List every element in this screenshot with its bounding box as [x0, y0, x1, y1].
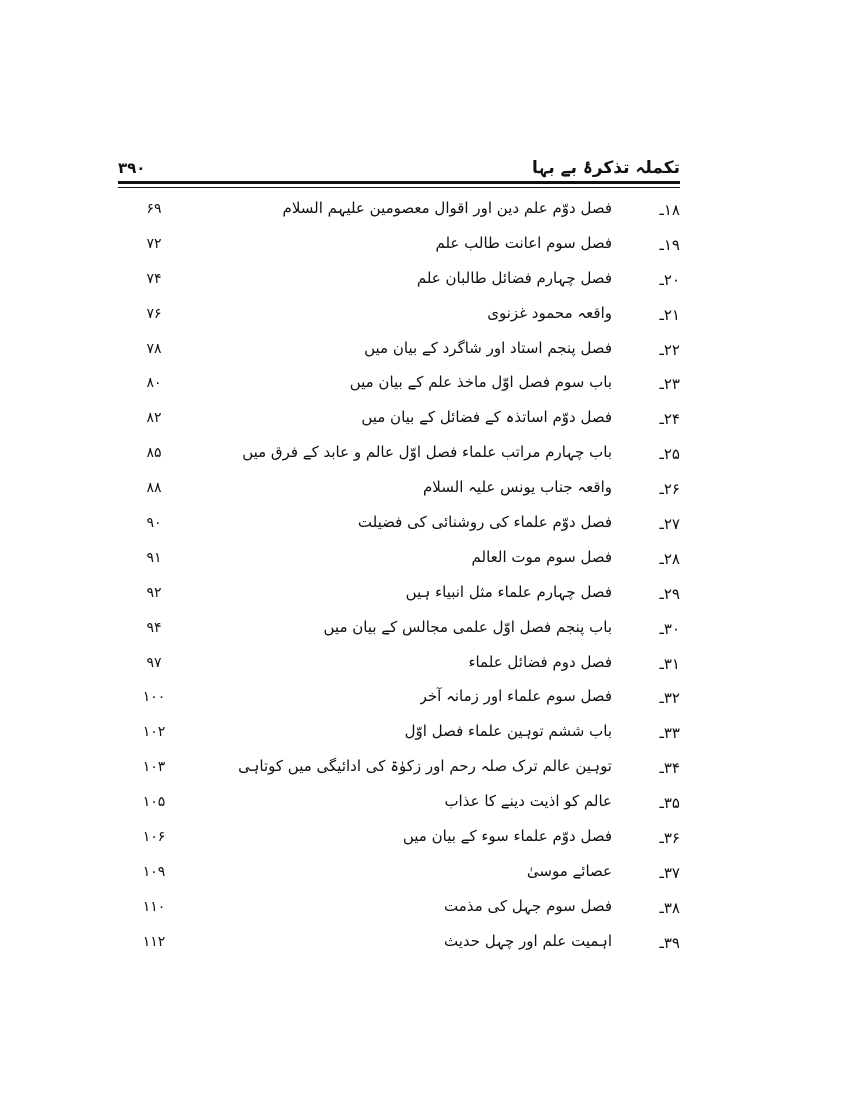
entry-title: فصل پنجم استاد اور شاگرد کے بیان میں [364, 338, 612, 357]
entry-title: عالم کو اذیت دینے کا عذاب [444, 792, 612, 811]
entry-title: عصائے موسیٰ [526, 861, 612, 880]
entry-number: ۲۱ـ [659, 305, 680, 324]
entry-page: ۸۲ [146, 410, 162, 427]
toc-entry [118, 753, 680, 788]
entry-number: ۲۷ـ [659, 515, 680, 534]
entry-title: اہمیت علم اور چہل حدیث [444, 931, 612, 950]
toc-entry [118, 579, 680, 614]
toc-entry [118, 369, 680, 404]
entry-title: فصل چہارم فضائل طالبان علم [416, 268, 612, 287]
entry-number: ۲۲ـ [659, 340, 680, 359]
toc-entry [118, 544, 680, 579]
entry-number: ۲۹ـ [659, 584, 680, 603]
toc-entry [118, 893, 680, 928]
toc-entry [118, 788, 680, 823]
entry-page: ۱۰۵ [142, 794, 166, 811]
entry-page: ۹۷ [146, 654, 162, 671]
toc-entry [118, 718, 680, 753]
entry-title: فصل دوّم علماء کی روشنائی کی فضیلت [357, 513, 612, 532]
entry-page: ۱۰۲ [142, 724, 166, 741]
entry-number: ۳۴ـ [659, 759, 680, 778]
entry-number: ۲۳ـ [659, 375, 680, 394]
entry-number: ۲۴ـ [659, 410, 680, 429]
entry-title: فصل سوم موت العالم [471, 547, 612, 566]
toc-entry [118, 858, 680, 893]
entry-title: باب ششم توہین علماء فصل اوّل [404, 722, 612, 741]
entry-page: ۹۰ [146, 515, 162, 532]
entry-number: ۳۷ـ [659, 863, 680, 882]
entry-page: ۱۰۶ [142, 829, 166, 846]
entry-title: فصل دوّم علم دین اور اقوال معصومین علیہم السلام [282, 199, 612, 217]
entry-title: باب سوم فصل اوّل ماخذ علم کے بیان میں [349, 373, 612, 392]
entry-page: ۷۸ [146, 340, 162, 357]
header-rule-thick [118, 181, 680, 184]
entry-title: باب چہارم مراتب علماء فصل اوّل عالم و عابد کے فرق میں [242, 443, 612, 462]
entry-title: فصل سوم علماء اور زمانہ آخر [419, 687, 612, 706]
entry-page: ۶۹ [146, 201, 162, 217]
toc-entry [118, 265, 680, 300]
entry-page: ۱۰۹ [142, 863, 166, 880]
toc-entry [118, 300, 680, 335]
entry-number: ۳۰ـ [659, 619, 680, 638]
entry-number: ۳۹ـ [659, 933, 680, 952]
entry-number: ۳۶ـ [659, 829, 680, 848]
entry-title: واقعہ محمود غزنوی [487, 303, 612, 322]
entry-page: ۱۱۰ [142, 898, 166, 915]
entry-page: ۱۱۲ [142, 933, 166, 950]
entry-title: باب پنجم فصل اوّل علمی مجالس کے بیان میں [323, 617, 612, 636]
page-number: ۳۹۰ [118, 159, 146, 177]
entry-page: ۱۰۳ [142, 759, 166, 776]
running-title: تکملہ تذکرۂ بے بہا [531, 158, 680, 178]
toc-entry [118, 195, 680, 230]
entry-number: ۲۵ـ [659, 445, 680, 464]
entry-page: ۷۲ [146, 235, 162, 252]
page-header [118, 157, 680, 181]
toc-entry [118, 474, 680, 509]
entry-number: ۱۹ـ [659, 235, 680, 254]
toc-entry [118, 335, 680, 370]
toc-entry [118, 928, 680, 963]
entry-title: فصل سوم اعانت طالب علم [435, 233, 612, 252]
entry-page: ۷۶ [146, 305, 162, 322]
toc-entry [118, 230, 680, 265]
toc-entry [118, 823, 680, 858]
table-of-contents [118, 195, 680, 963]
entry-number: ۲۰ـ [659, 270, 680, 289]
entry-page: ۸۰ [146, 375, 162, 392]
toc-entry [118, 509, 680, 544]
entry-title: فصل دوم فضائل علماء [468, 652, 612, 671]
toc-entry [118, 404, 680, 439]
entry-title: واقعہ جناب یونس علیہ السلام [423, 478, 612, 497]
toc-entry [118, 683, 680, 718]
entry-page: ۹۲ [146, 584, 162, 601]
entry-title: فصل سوم جہل کی مذمت [444, 896, 612, 915]
entry-title: فصل چہارم علماء مثل انبیاء ہیں [405, 582, 612, 601]
entry-number: ۳۲ـ [659, 689, 680, 708]
entry-title: فصل دوّم اساتذہ کے فضائل کے بیان میں [361, 408, 612, 427]
entry-number: ۲۸ـ [659, 549, 680, 568]
toc-entry [118, 439, 680, 474]
entry-number: ۳۳ـ [659, 724, 680, 743]
entry-title: توہین عالم ترک صلہ رحم اور زکوٰۃ کی ادائیگی میں کوتاہی [238, 757, 612, 776]
entry-page: ۸۵ [146, 445, 162, 462]
entry-page: ۱۰۰ [142, 689, 166, 706]
entry-title: فصل دوّم علماء سوء کے بیان میں [402, 827, 612, 846]
entry-number: ۳۱ـ [659, 654, 680, 673]
toc-entry [118, 614, 680, 649]
toc-entry [118, 649, 680, 684]
header-rule-thin [118, 187, 680, 188]
entry-number: ۱۸ـ [659, 201, 680, 219]
entry-page: ۸۸ [146, 480, 162, 497]
entry-number: ۳۵ـ [659, 794, 680, 813]
entry-page: ۹۴ [146, 619, 162, 636]
entry-page: ۹۱ [146, 549, 162, 566]
entry-number: ۲۶ـ [659, 480, 680, 499]
entry-page: ۷۴ [146, 270, 162, 287]
entry-number: ۳۸ـ [659, 898, 680, 917]
